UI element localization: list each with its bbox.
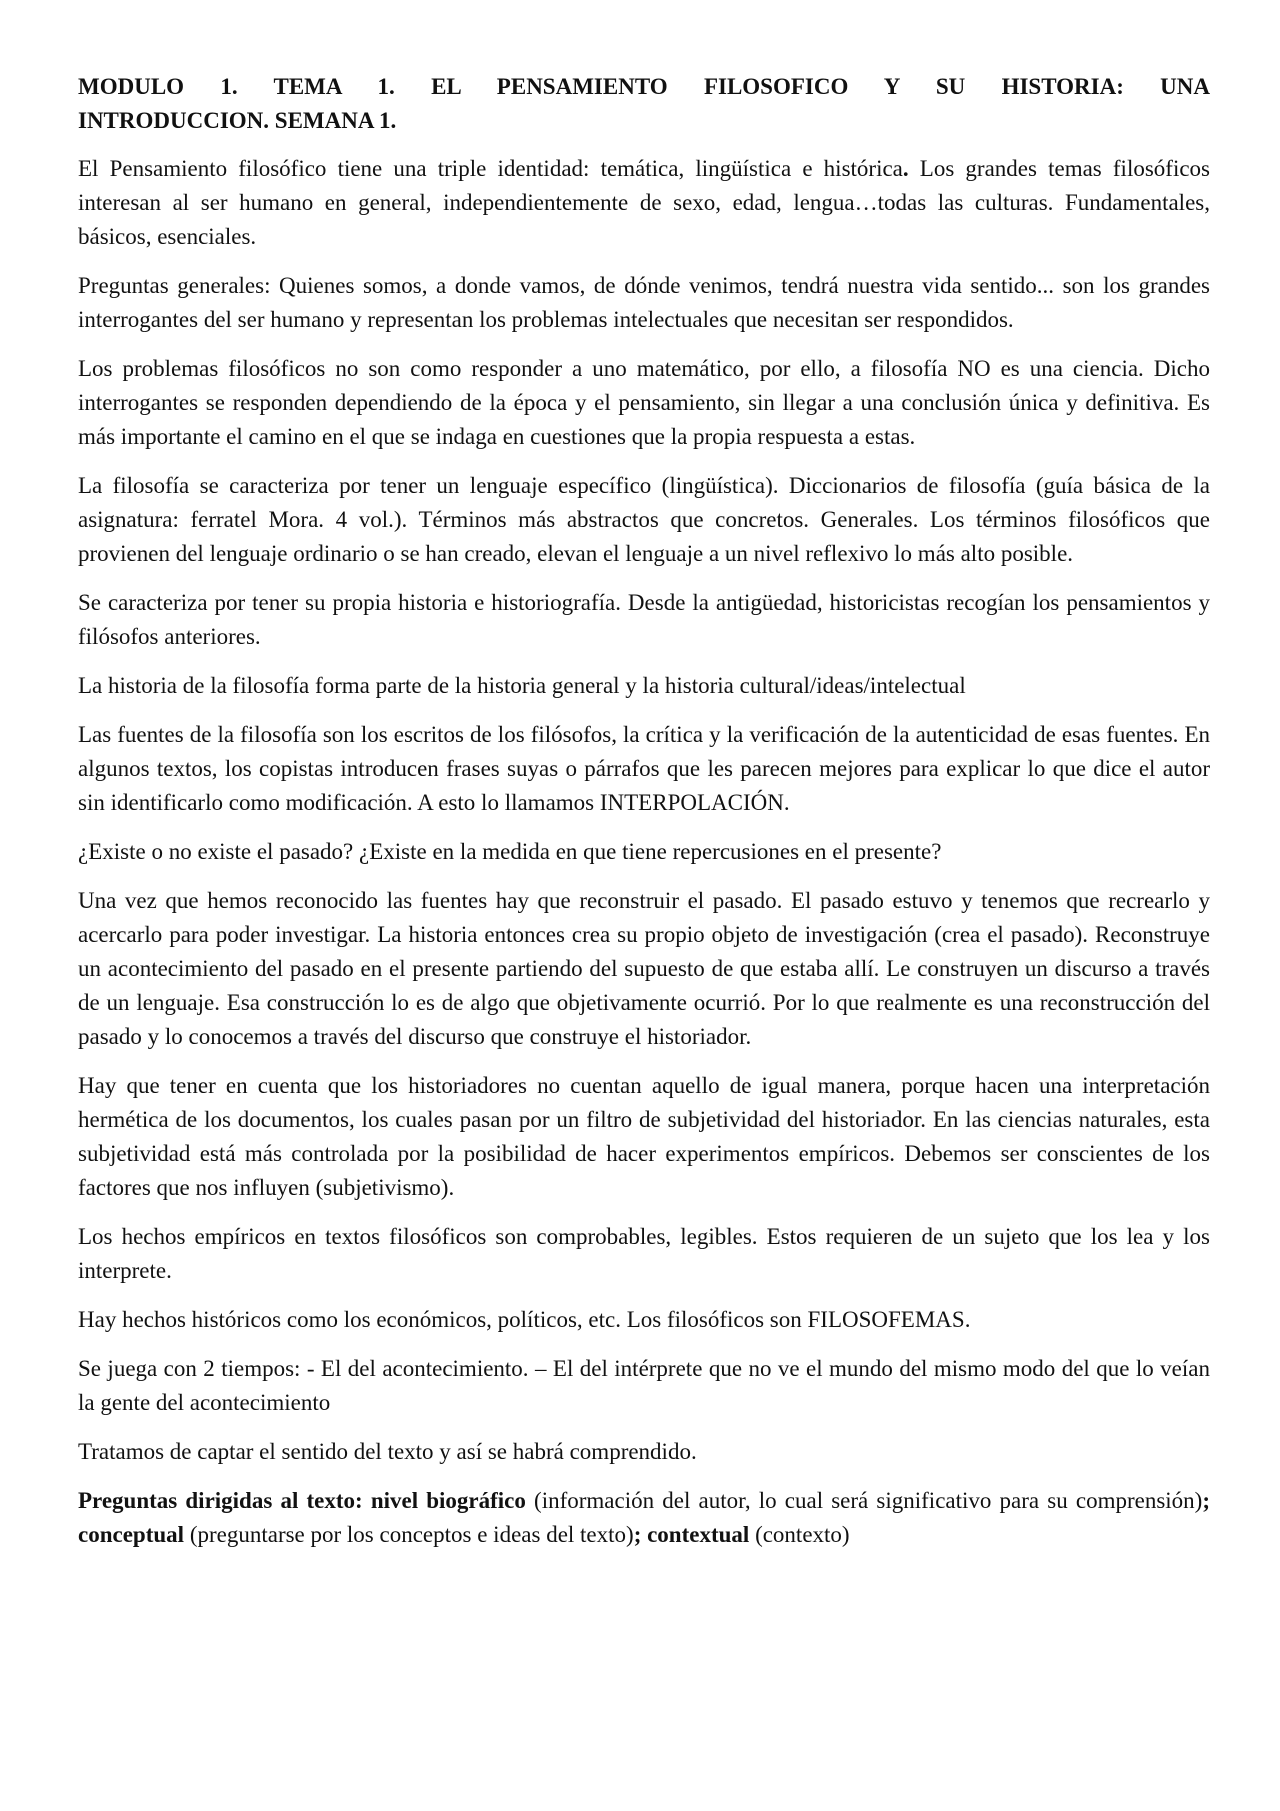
paragraph-11: Los hechos empíricos en textos filosóficos son comprobables, legibles. Estos requieren de un sujeto que los lea y los interprete. [78,1224,1210,1283]
paragraph-1-text-a: El Pensamiento filosófico tiene una triple identidad: temática, lingüística e histórica [78,156,903,181]
paragraph-15-text-3: (contexto) [749,1522,850,1547]
paragraph-14: Tratamos de captar el sentido del texto y así se habrá comprendido. [78,1439,697,1464]
paragraph-15 [78,1484,1210,1552]
paragraph-5: Se caracteriza por tener su propia historia e historiografía. Desde la antigüedad, historicistas recogían los pensamientos y filósofos anteriores. [78,590,1210,649]
paragraph-15-bold-1: Preguntas dirigidas al texto: nivel biográfico [78,1488,526,1513]
paragraph-4: La filosofía se caracteriza por tener un lenguaje específico (lingüística). Diccionarios de filosofía (guía básica de la asignatura: ferratel Mora. 4 vol.). Términos más abstractos que concretos. Generales. Los términos filosóficos que provienen del lenguaje ordinario o se han creado, elevan el lenguaje a un nivel reflexivo lo más alto posible. [78,473,1210,566]
document-heading [78,70,1210,138]
paragraph-15-bold-2: ; conceptual [78,1488,1210,1547]
paragraph-13: Se juega con 2 tiempos: - El del acontecimiento. – El del intérprete que no ve el mundo del mismo modo del que lo veían la gente del acontecimiento [78,1356,1210,1415]
paragraph-15-text-1: (información del autor, lo cual será significativo para su comprensión) [525,1488,1203,1513]
document-page [78,70,1210,1567]
paragraph-7: Las fuentes de la filosofía son los escritos de los filósofos, la crítica y la verificación de la autenticidad de esas fuentes. En algunos textos, los copistas introducen frases suyas o párrafos que les parecen mejores para explicar lo que dice el autor sin identificarlo como modificación. A esto lo llamamos INTERPOLACIÓN. [78,722,1210,815]
paragraph-9: Una vez que hemos reconocido las fuentes hay que reconstruir el pasado. El pasado estuvo y tenemos que recrearlo y acercarlo para poder investigar. La historia entonces crea su propio objeto de investigación (crea el pasado). Reconstruye un acontecimiento del pasado en el presente partiendo del supuesto de que estaba allí. Le construyen un discurso a través de un lenguaje. Esa construcción lo es de algo que objetivamente ocurrió. Por lo que realmente es una reconstrucción del pasado y lo conocemos a través del discurso que construye el historiador. [78,888,1210,1049]
paragraph-10: Hay que tener en cuenta que los historiadores no cuentan aquello de igual manera, porque hacen una interpretación hermética de los documentos, los cuales pasan por un filtro de subjetividad del historiador. En las ciencias naturales, esta subjetividad está más controlada por la posibilidad de hacer experimentos empíricos. Debemos ser conscientes de los factores que nos influyen (subjetivismo). [78,1073,1210,1200]
heading-line-2: INTRODUCCION. SEMANA 1. [78,108,397,133]
paragraph-3: Los problemas filosóficos no son como responder a uno matemático, por ello, a filosofía NO es una ciencia. Dicho interrogantes se responden dependiendo de la época y el pensamiento, sin llegar a una conclusión única y definitiva. Es más importante el camino en el que se indaga en cuestiones que la propia respuesta a estas. [78,356,1210,449]
paragraph-8: ¿Existe o no existe el pasado? ¿Existe en la medida en que tiene repercusiones en el presente? [78,839,942,864]
heading-line-1: MODULO 1. TEMA 1. EL PENSAMIENTO FILOSOFICO Y SU HISTORIA: UNA [78,74,1210,99]
paragraph-2: Preguntas generales: Quienes somos, a donde vamos, de dónde venimos, tendrá nuestra vida sentido... son los grandes interrogantes del ser humano y representan los problemas intelectuales que necesitan ser respondidos. [78,273,1210,332]
paragraph-1-text-c: Los grandes temas filosóficos interesan al ser humano en general, independientemente de sexo, edad, lengua…todas las culturas. Fundamentales, básicos, esenciales. [78,156,1210,249]
paragraph-15-bold-3: ; contextual [633,1522,750,1547]
paragraph-1-bold-period: . [902,156,909,181]
paragraph-1 [78,152,1210,254]
paragraph-15-text-2: (preguntarse por los conceptos e ideas del texto) [184,1522,634,1547]
paragraph-6: La historia de la filosofía forma parte de la historia general y la historia cultural/ideas/intelectual [78,673,966,698]
paragraph-12: Hay hechos históricos como los económicos, políticos, etc. Los filosóficos son FILOSOFEMAS. [78,1307,971,1332]
